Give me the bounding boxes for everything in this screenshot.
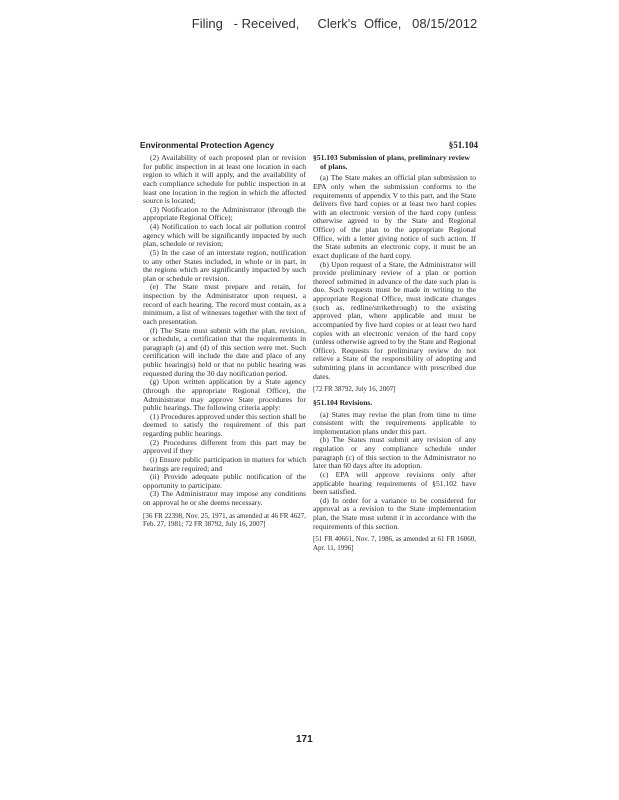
paragraph: (g) Upon written application by a State agency (through the appropriate Regional Office), the Administrator may approve State procedures for public hearings. The following criteria apply:: [143, 377, 306, 413]
paragraph: (c) EPA will approve revisions only after applicable hearing requirements of §51.102 have been satisfied.: [313, 469, 476, 497]
paragraph: (2) Procedures different from this part may be approved if they: [143, 437, 306, 456]
citation: [36 FR 22398, Nov. 25, 1971, as amended at 46 FR 4627, Feb. 27, 1981; 72 FR 38792, July 16, 2007]: [143, 511, 306, 529]
paragraph: (1) Procedures approved under this section shall be deemed to satisfy the requirement of this part regarding public hearings.: [143, 411, 306, 438]
section-number: §51.104: [448, 140, 478, 150]
section-heading: §51.104 Revisions.: [313, 397, 373, 407]
citation: [51 FR 40661, Nov. 7, 1986, as amended at 61 FR 16060, Apr. 11, 1996]: [313, 535, 476, 552]
agency-name: Environmental Protection Agency: [140, 140, 275, 150]
paragraph: (a) The State makes an official plan submission to EPA only when the submission conforms to the requirements of appendix V to this part, and the State delivers five hard copies or at least two hard copies with an electronic version of the hard copy (unless otherwise agreed to by the State and Regional Office) of the plan to the appropriate Regional Office, with a letter giving notice of such action. If the State submits an electronic copy, it must be an exact duplicate of the hard copy.: [313, 173, 476, 260]
paragraph: (3) The Administrator may impose any conditions on approval he or she deems necessary.: [143, 489, 306, 507]
paragraph: (5) In the case of an interstate region, notification to any other States included, in whole or in part, in the regions which are significantly impacted by such plan or schedule or revision.: [143, 247, 306, 283]
page-number: 171: [296, 734, 313, 745]
paragraph: (2) Availability of each proposed plan or revision for public inspection in at least one location in each region to which it will apply, and the availability of each compliance schedule for public inspection in at least one location in the region in which the affected source is located;: [143, 153, 306, 206]
paragraph: (a) States may revise the plan from time to time consistent with the requirements applicable to implementation plans under this part.: [313, 409, 476, 436]
citation: [72 FR 38792, July 16, 2007]: [313, 385, 396, 394]
section-heading: §51.103 Submission of plans, preliminary review of plans.: [313, 153, 470, 171]
paragraph: (i) Ensure public participation in matters for which hearings are required; and: [143, 454, 306, 473]
left-column: [143, 154, 306, 534]
right-column: [313, 154, 476, 558]
paragraph: (b) Upon request of a State, the Administrator will provide preliminary review of a plan or portion thereof submitted in advance of the date such plan is due. Such requests must be made in writing to the appropriate Regional Office, must indicate changes (such as, redline/strikethrough) to the existing approved plan, where applicable and must be accompanied by five hard copies or at least two hard copies with an electronic version of the hard copy (unless otherwise agreed to by the State and Regional Office). Requests for preliminary review do not relieve a State of the responsibility of adopting and submitting plans in accordance with prescribed due dates.: [313, 259, 476, 381]
paragraph: (3) Notification to the Administrator (through the appropriate Regional Office);: [143, 204, 306, 223]
paragraph: (f) The State must submit with the plan, revision, or schedule, a certification that the requirements in paragraph (a) and (d) of this section were met. Such certification will include the date and place of any public hearing(s) held or that no public hearing was requested during the 30 day notification period.: [143, 325, 306, 378]
paragraph: (e) The State must prepare and retain, for inspection by the Administrator upon request, a record of each hearing. The record must contain, as a minimum, a list of witnesses together with the text of each presentation.: [143, 282, 306, 326]
paragraph: (ii) Provide adequate public notification of the opportunity to participate.: [143, 472, 306, 490]
filing-stamp: Filing - Received, Clerk's Office, 08/15/2012: [191, 16, 478, 31]
running-head: [140, 140, 478, 150]
paragraph: (b) The States must submit any revision of any regulation or any compliance schedule under paragraph (c) of this section to the Administrator no later than 60 days after its adoption.: [313, 435, 476, 471]
paragraph: (4) Notification to each local air pollution control agency which will be significantly impacted by such plan, schedule or revision;: [143, 222, 306, 249]
paragraph: (d) In order for a variance to be considered for approval as a revision to the State implementation plan, the State must submit it in accordance with the requirements of this section.: [313, 495, 476, 531]
